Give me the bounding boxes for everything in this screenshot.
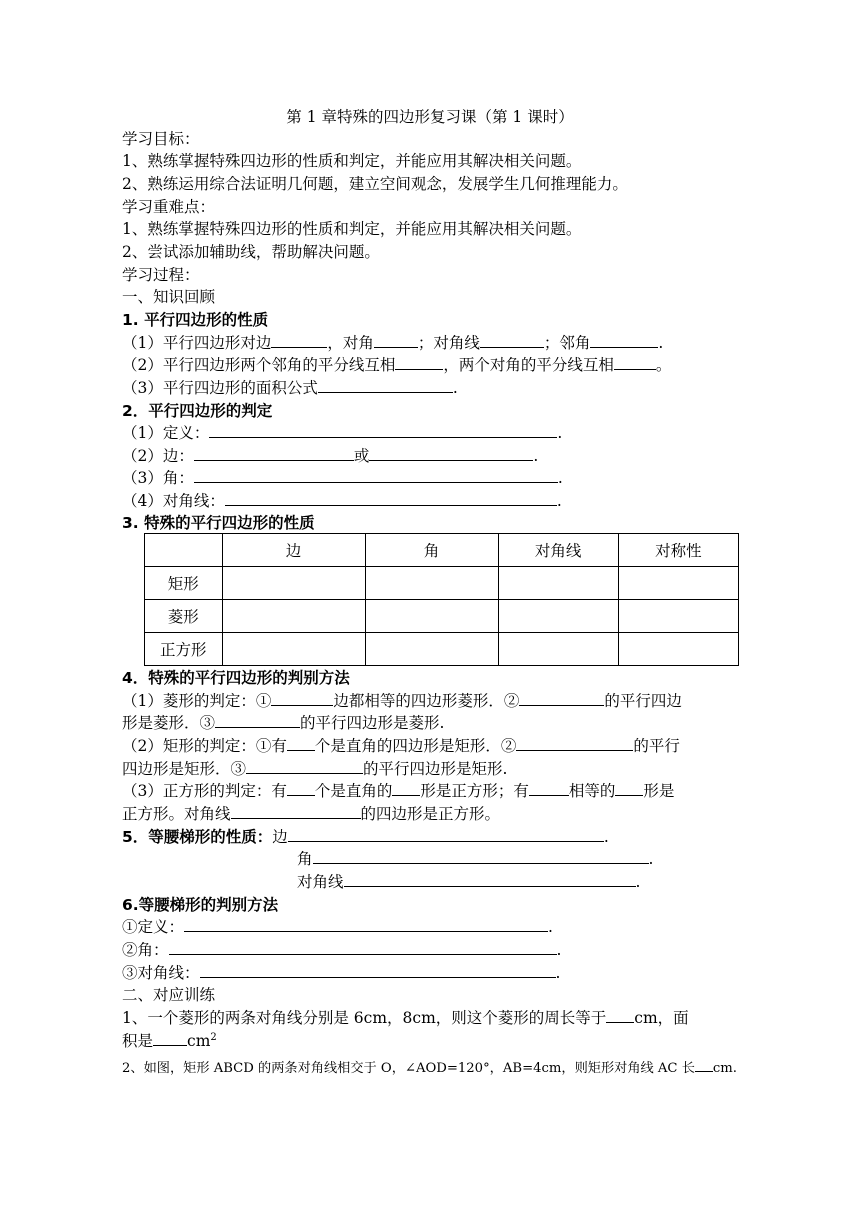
table-row — [145, 633, 739, 666]
fill-blank[interactable] — [529, 780, 569, 796]
text: 的平行 — [633, 737, 680, 755]
text: cm. — [712, 1061, 737, 1076]
answer-cell[interactable] — [365, 600, 498, 633]
section-5-line — [297, 871, 640, 893]
answer-cell[interactable] — [498, 600, 618, 633]
text: 形是菱形．③ — [122, 714, 216, 732]
table-header-cell: 对称性 — [618, 534, 738, 567]
superscript: 2 — [210, 1031, 217, 1043]
fill-blank[interactable] — [153, 1030, 187, 1046]
process-heading: 学习过程： — [122, 266, 200, 284]
text: 形是正方形；有 — [420, 782, 529, 800]
table-row — [145, 600, 739, 633]
text: cm，面 — [634, 1009, 689, 1027]
text: ③对角线： — [122, 964, 200, 982]
question-2-line — [122, 1056, 737, 1080]
fill-blank[interactable] — [225, 490, 557, 506]
text: 或 — [353, 447, 370, 465]
fill-blank[interactable] — [271, 332, 327, 348]
fill-blank[interactable] — [194, 467, 558, 483]
text: . — [556, 941, 562, 959]
section-4-line — [122, 690, 682, 712]
fill-blank[interactable] — [615, 780, 643, 796]
text: 四边形是矩形．③ — [122, 760, 247, 778]
answer-cell[interactable] — [618, 600, 738, 633]
section-4-line — [122, 803, 500, 825]
text: ，对角 — [327, 334, 374, 352]
text: （4）对角线： — [122, 492, 225, 510]
text: 积是 — [122, 1032, 154, 1050]
section-5-line — [297, 848, 653, 870]
section-6-line — [122, 939, 561, 961]
text: 1、一个菱形的两条对角线分别是 6cm，8cm，则这个菱形的周长等于 — [122, 1009, 607, 1027]
section-2-sides — [122, 445, 538, 467]
section-4-line — [122, 712, 444, 734]
answer-cell[interactable] — [222, 633, 365, 666]
text: ①定义： — [122, 918, 185, 936]
text: 个是直角的 — [314, 782, 393, 800]
answer-cell[interactable] — [618, 567, 738, 600]
text: 正方形。对角线 — [122, 805, 231, 823]
fill-blank[interactable] — [614, 354, 656, 370]
answer-cell[interactable] — [498, 633, 618, 666]
fill-blank[interactable] — [246, 758, 363, 774]
text: . — [548, 918, 553, 936]
table-header-cell: 边 — [222, 534, 365, 567]
fill-blank[interactable] — [695, 1056, 713, 1072]
text: 对角线 — [297, 873, 344, 891]
fill-blank[interactable] — [318, 377, 453, 393]
text: （1）平行四边形对边 — [122, 334, 272, 352]
fill-blank[interactable] — [480, 332, 544, 348]
section-2-diagonals — [122, 490, 562, 512]
fill-blank[interactable] — [288, 826, 604, 842]
keypoint-item: 1、熟练掌握特殊四边形的性质和判定，并能应用其解决相关问题。 — [122, 220, 582, 238]
text: 。 — [655, 356, 672, 374]
text: 角 — [297, 850, 313, 868]
text: ；邻角 — [543, 334, 591, 352]
fill-blank[interactable] — [271, 690, 333, 706]
text: . — [557, 469, 563, 487]
row-label: 菱形 — [145, 600, 223, 633]
row-label: 矩形 — [145, 567, 223, 600]
fill-blank[interactable] — [184, 916, 548, 932]
fill-blank[interactable] — [231, 803, 361, 819]
section-2-definition — [122, 422, 562, 444]
text: ②角： — [122, 941, 169, 959]
fill-blank[interactable] — [395, 354, 443, 370]
text: . — [533, 447, 539, 465]
answer-cell[interactable] — [365, 633, 498, 666]
text: （2）平行四边形两个邻角的平分线互相 — [122, 356, 396, 374]
section-6-line — [122, 962, 560, 984]
text: . — [556, 492, 562, 510]
answer-cell[interactable] — [365, 567, 498, 600]
text: . — [658, 334, 664, 352]
fill-blank[interactable] — [194, 445, 354, 461]
section-2-heading: 2．平行四边形的判定 — [122, 402, 273, 420]
fill-blank[interactable] — [392, 780, 420, 796]
table-header-cell: 角 — [365, 534, 498, 567]
fill-blank[interactable] — [374, 332, 418, 348]
answer-cell[interactable] — [222, 600, 365, 633]
answer-cell[interactable] — [618, 633, 738, 666]
keypoint-item: 2、尝试添加辅助线，帮助解决问题。 — [122, 243, 380, 261]
text: ，两个对角的平分线互相 — [443, 356, 614, 374]
text: （3）角： — [122, 469, 194, 487]
section-1-line-2 — [122, 354, 671, 376]
fill-blank[interactable] — [516, 735, 633, 751]
text: . — [603, 828, 609, 846]
text: . — [452, 379, 458, 397]
fill-blank[interactable] — [606, 1007, 634, 1023]
question-1-line — [122, 1030, 217, 1052]
text: . — [635, 873, 641, 891]
fill-blank[interactable] — [313, 848, 649, 864]
text: （1）定义： — [122, 424, 210, 442]
section-6-line — [122, 916, 553, 938]
text: （3）平行四边形的面积公式 — [122, 379, 318, 397]
section-1-line-1 — [122, 332, 663, 354]
objectives-heading: 学习目标： — [122, 130, 200, 148]
fill-blank[interactable] — [215, 712, 300, 728]
text: 边都相等的四边形菱形．② — [333, 692, 520, 710]
text: （3）正方形的判定：有 — [122, 782, 287, 800]
page-title: 第 1 章特殊的四边形复习课（第 1 课时） — [286, 108, 574, 126]
table-header-row — [145, 534, 739, 567]
section-4-line — [122, 758, 507, 780]
table-row — [145, 567, 739, 600]
review-heading: 一、知识回顾 — [122, 288, 216, 306]
section-4-heading: 4．特殊的平行四边形的判别方法 — [122, 669, 350, 687]
table-header-cell — [145, 534, 223, 567]
section-5-line — [122, 826, 609, 848]
fill-blank[interactable] — [590, 332, 658, 348]
section-1-heading: 1. 平行四边形的性质 — [122, 311, 269, 329]
fill-blank[interactable] — [209, 422, 557, 438]
fill-blank[interactable] — [287, 780, 315, 796]
section-4-line — [122, 735, 680, 757]
objective-item: 1、熟练掌握特殊四边形的性质和判定，并能应用其解决相关问题。 — [122, 152, 582, 170]
text: cm — [187, 1032, 211, 1050]
fill-blank[interactable] — [287, 735, 315, 751]
section-6-heading: 6.等腰梯形的判别方法 — [122, 896, 279, 914]
fill-blank[interactable] — [200, 962, 556, 978]
text: 个是直角的四边形是矩形．② — [314, 737, 517, 755]
fill-blank[interactable] — [369, 445, 533, 461]
section-1-line-3 — [122, 377, 458, 399]
text: 相等的 — [568, 782, 616, 800]
row-label: 正方形 — [145, 633, 223, 666]
text: 的平行四边 — [604, 692, 682, 710]
text: 的平行四边形是矩形. — [363, 760, 508, 778]
text: 2、如图，矩形 ABCD 的两条对角线相交于 O，∠AOD=120°，AB=4cm，则矩形对角线 AC 长 — [122, 1061, 695, 1076]
answer-cell[interactable] — [222, 567, 365, 600]
section-5-heading: 5．等腰梯形的性质： — [122, 828, 273, 846]
fill-blank[interactable] — [169, 939, 557, 955]
text: （1）菱形的判定：① — [122, 692, 272, 710]
text: . — [555, 964, 561, 982]
text: 的四边形是正方形。 — [360, 805, 501, 823]
text: （2）边： — [122, 447, 194, 465]
objective-item: 2、熟练运用综合法证明几何题，建立空间观念，发展学生几何推理能力。 — [122, 175, 628, 193]
answer-cell[interactable] — [498, 567, 618, 600]
text: 边 — [272, 828, 288, 846]
text: ；对角线 — [417, 334, 480, 352]
section-2-angles — [122, 467, 563, 489]
text: 的平行四边形是菱形. — [300, 714, 445, 732]
fill-blank[interactable] — [344, 871, 636, 887]
text: （2）矩形的判定：①有 — [122, 737, 287, 755]
section-4-line — [122, 780, 674, 802]
training-heading: 二、对应训练 — [122, 986, 216, 1004]
text: 形是 — [643, 782, 675, 800]
fill-blank[interactable] — [519, 690, 604, 706]
text: . — [557, 424, 563, 442]
section-3-heading: 3. 特殊的平行四边形的性质 — [122, 514, 315, 532]
properties-table — [144, 533, 739, 666]
question-1-line — [122, 1007, 689, 1029]
keypoints-heading: 学习重难点： — [122, 198, 216, 216]
text: . — [648, 850, 654, 868]
table-header-cell: 对角线 — [498, 534, 618, 567]
